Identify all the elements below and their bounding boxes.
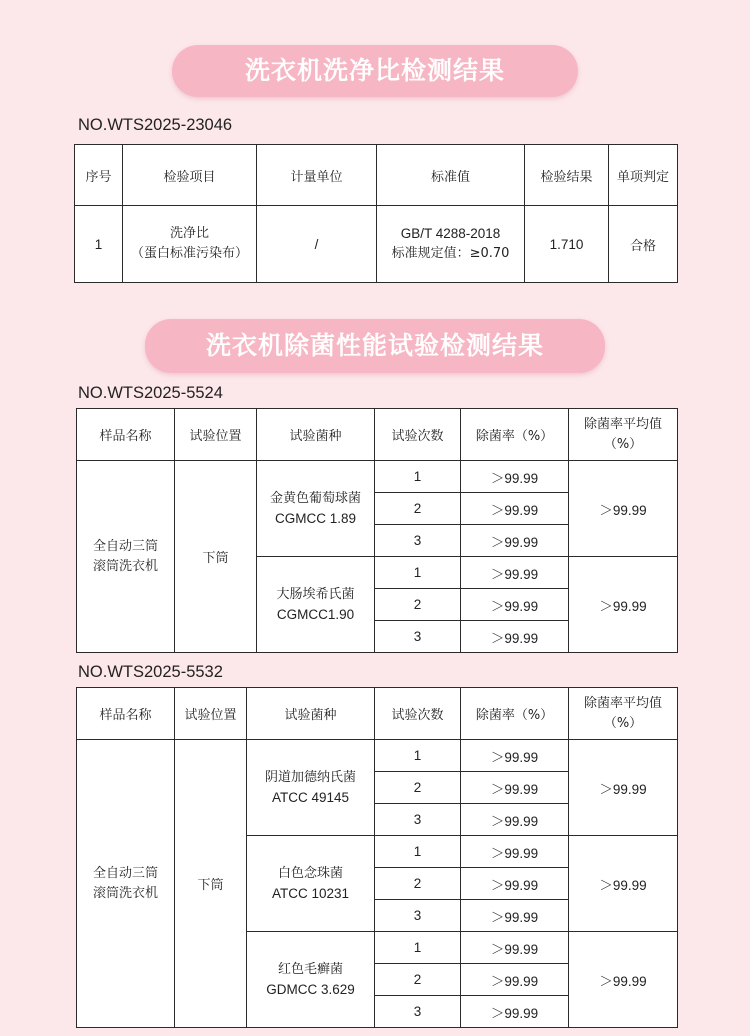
cell-trial: 1 xyxy=(375,557,461,589)
item-name: 洗净比 xyxy=(169,226,209,241)
cell-rate: ＞99.99 xyxy=(461,493,569,525)
section-title-wash-ratio: 洗衣机洗净比检测结果 xyxy=(172,45,578,97)
report-number: NO.WTS2025-23046 xyxy=(78,116,233,134)
table-header-row xyxy=(77,409,678,461)
header-average xyxy=(569,688,678,740)
cell-trial: 1 xyxy=(375,740,461,772)
cell-rate: ＞99.99 xyxy=(461,525,569,557)
header-item: 检验项目 xyxy=(123,145,257,206)
header-times: 试验次数 xyxy=(375,688,461,740)
cell-result: 1.710 xyxy=(525,206,609,283)
header-strain: 试验菌种 xyxy=(247,688,375,740)
cell-average: ＞99.99 xyxy=(569,836,678,932)
cell-index: 1 xyxy=(75,206,123,283)
header-rate: 除菌率（%） xyxy=(461,409,569,461)
sterilization-table-2 xyxy=(76,687,678,1028)
strain-code: CGMCC1.90 xyxy=(276,606,355,622)
table-row xyxy=(75,206,678,283)
cell-trial: 3 xyxy=(375,621,461,653)
header-standard: 标准值 xyxy=(377,145,525,206)
cell-rate: ＞99.99 xyxy=(461,740,569,772)
cell-average: ＞99.99 xyxy=(569,932,678,1028)
cell-trial: 2 xyxy=(375,964,461,996)
header-sample: 样品名称 xyxy=(77,688,175,740)
cell-strain xyxy=(257,461,375,557)
cell-average: ＞99.99 xyxy=(569,461,678,557)
sample-name-line2: 滚筒洗衣机 xyxy=(92,558,158,574)
cell-rate: ＞99.99 xyxy=(461,772,569,804)
cell-unit: / xyxy=(257,206,377,283)
wash-ratio-table xyxy=(74,144,678,283)
cell-rate: ＞99.99 xyxy=(461,868,569,900)
cell-trial: 2 xyxy=(375,493,461,525)
header-average xyxy=(569,409,678,461)
strain-code: GDMCC 3.629 xyxy=(266,981,355,997)
report-number: NO.WTS2025-5524 xyxy=(78,384,223,402)
cell-position: 下筒 xyxy=(175,461,257,653)
cell-strain xyxy=(247,740,375,836)
cell-trial: 2 xyxy=(375,772,461,804)
header-times: 试验次数 xyxy=(375,409,461,461)
section-title-sterilization: 洗衣机除菌性能试验检测结果 xyxy=(145,319,605,373)
header-unit: 计量单位 xyxy=(257,145,377,206)
cell-trial: 1 xyxy=(375,836,461,868)
cell-position: 下筒 xyxy=(175,740,247,1028)
cell-trial: 2 xyxy=(375,589,461,621)
sample-name-line1: 全自动三筒 xyxy=(92,538,158,554)
header-index: 序号 xyxy=(75,145,123,206)
header-result: 检验结果 xyxy=(525,145,609,206)
table-row xyxy=(77,461,678,493)
cell-trial: 3 xyxy=(375,996,461,1028)
cell-average: ＞99.99 xyxy=(569,740,678,836)
strain-name: 大肠埃希氏菌 xyxy=(276,586,355,602)
cell-rate: ＞99.99 xyxy=(461,589,569,621)
table-row xyxy=(77,740,678,772)
cell-rate: ＞99.99 xyxy=(461,836,569,868)
strain-code: CGMCC 1.89 xyxy=(274,510,357,526)
header-sample: 样品名称 xyxy=(77,409,175,461)
cell-rate: ＞99.99 xyxy=(461,621,569,653)
cell-rate: ＞99.99 xyxy=(461,461,569,493)
cell-sample xyxy=(77,461,175,653)
cell-average: ＞99.99 xyxy=(569,557,678,653)
cell-trial: 3 xyxy=(375,900,461,932)
sample-name-line2: 滚筒洗衣机 xyxy=(92,885,158,901)
strain-code: ATCC 49145 xyxy=(271,789,350,805)
header-average-label: 除菌率平均值 xyxy=(583,416,662,432)
cell-strain xyxy=(247,932,375,1028)
cell-strain xyxy=(257,557,375,653)
table-header-row xyxy=(77,688,678,740)
strain-code: ATCC 10231 xyxy=(271,885,350,901)
strain-name: 阴道加德纳氏菌 xyxy=(264,769,356,785)
report-number: NO.WTS2025-5532 xyxy=(78,663,223,681)
standard-value: 标准规定值：≥0.70 xyxy=(391,246,510,261)
strain-name: 红色毛癣菌 xyxy=(277,961,343,977)
cell-trial: 3 xyxy=(375,804,461,836)
header-judgement: 单项判定 xyxy=(609,145,678,206)
cell-sample xyxy=(77,740,175,1028)
strain-name: 白色念珠菌 xyxy=(277,865,343,881)
standard-code: GB/T 4288-2018 xyxy=(400,226,501,241)
header-strain: 试验菌种 xyxy=(257,409,375,461)
header-average-label: 除菌率平均值 xyxy=(583,695,662,711)
header-rate: 除菌率（%） xyxy=(461,688,569,740)
cell-judgement: 合格 xyxy=(609,206,678,283)
table-header-row xyxy=(75,145,678,206)
header-average-unit: （%） xyxy=(603,715,643,731)
cell-item xyxy=(123,206,257,283)
cell-rate: ＞99.99 xyxy=(461,557,569,589)
cell-rate: ＞99.99 xyxy=(461,996,569,1028)
cell-trial: 2 xyxy=(375,868,461,900)
item-note: （蛋白标准污染布） xyxy=(130,246,248,261)
cell-rate: ＞99.99 xyxy=(461,964,569,996)
cell-rate: ＞99.99 xyxy=(461,900,569,932)
cell-rate: ＞99.99 xyxy=(461,932,569,964)
header-position: 试验位置 xyxy=(175,409,257,461)
strain-name: 金黄色葡萄球菌 xyxy=(269,490,361,506)
header-average-unit: （%） xyxy=(603,436,643,452)
cell-trial: 3 xyxy=(375,525,461,557)
sample-name-line1: 全自动三筒 xyxy=(92,865,158,881)
header-position: 试验位置 xyxy=(175,688,247,740)
cell-rate: ＞99.99 xyxy=(461,804,569,836)
cell-strain xyxy=(247,836,375,932)
cell-trial: 1 xyxy=(375,932,461,964)
cell-trial: 1 xyxy=(375,461,461,493)
cell-standard xyxy=(377,206,525,283)
sterilization-table-1 xyxy=(76,408,678,653)
